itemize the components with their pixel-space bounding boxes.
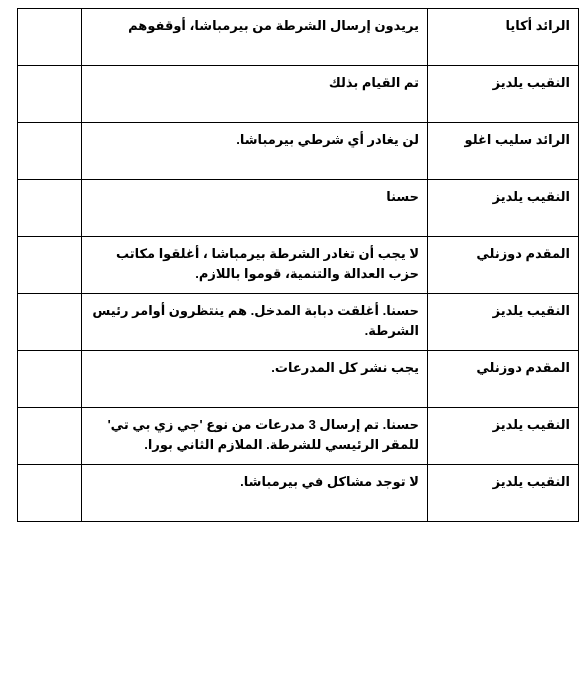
dialogue-line-cell: لا توجد مشاكل في بيرمباشا. (82, 465, 428, 522)
speaker-cell: النقيب يلديز (428, 180, 579, 237)
table-row (18, 294, 579, 351)
dialogue-line-cell: لا يجب أن تغادر الشرطة بيرمباشا ، أغلقوا مكاتب حزب العدالة والتنمية، قوموا باللازم. (82, 237, 428, 294)
empty-cell (18, 351, 82, 408)
speaker-cell: النقيب يلديز (428, 408, 579, 465)
dialogue-line-cell: يجب نشر كل المدرعات. (82, 351, 428, 408)
empty-cell (18, 237, 82, 294)
dialogue-line-cell: لن يغادر أي شرطي بيرمباشا. (82, 123, 428, 180)
table-row (18, 66, 579, 123)
table-row (18, 465, 579, 522)
dialogue-line-cell: حسنا. تم إرسال 3 مدرعات من نوع 'جي زي بي تي' للمقر الرئيسي للشرطة. الملازم الثاني بورا. (82, 408, 428, 465)
speaker-cell: الرائد أكايا (428, 9, 579, 66)
table-row (18, 9, 579, 66)
table-row (18, 180, 579, 237)
speaker-cell: النقيب يلديز (428, 294, 579, 351)
empty-cell (18, 408, 82, 465)
speaker-cell: الرائد سليب اغلو (428, 123, 579, 180)
speaker-cell: النقيب يلديز (428, 465, 579, 522)
empty-cell (18, 123, 82, 180)
empty-cell (18, 465, 82, 522)
table-row (18, 351, 579, 408)
empty-cell (18, 180, 82, 237)
dialogue-table (17, 8, 579, 522)
dialogue-line-cell: حسنا (82, 180, 428, 237)
table-row (18, 123, 579, 180)
speaker-cell: المقدم دوزنلي (428, 237, 579, 294)
empty-cell (18, 66, 82, 123)
dialogue-line-cell: حسنا. أغلقت دبابة المدخل. هم ينتظرون أوامر رئيس الشرطة. (82, 294, 428, 351)
table-row (18, 237, 579, 294)
empty-cell (18, 9, 82, 66)
dialogue-line-cell: تم القيام بذلك (82, 66, 428, 123)
table-row (18, 408, 579, 465)
dialogue-line-cell: يريدون إرسال الشرطة من بيرمباشا، أوقفوهم (82, 9, 428, 66)
speaker-cell: المقدم دوزنلي (428, 351, 579, 408)
speaker-cell: النقيب يلديز (428, 66, 579, 123)
empty-cell (18, 294, 82, 351)
